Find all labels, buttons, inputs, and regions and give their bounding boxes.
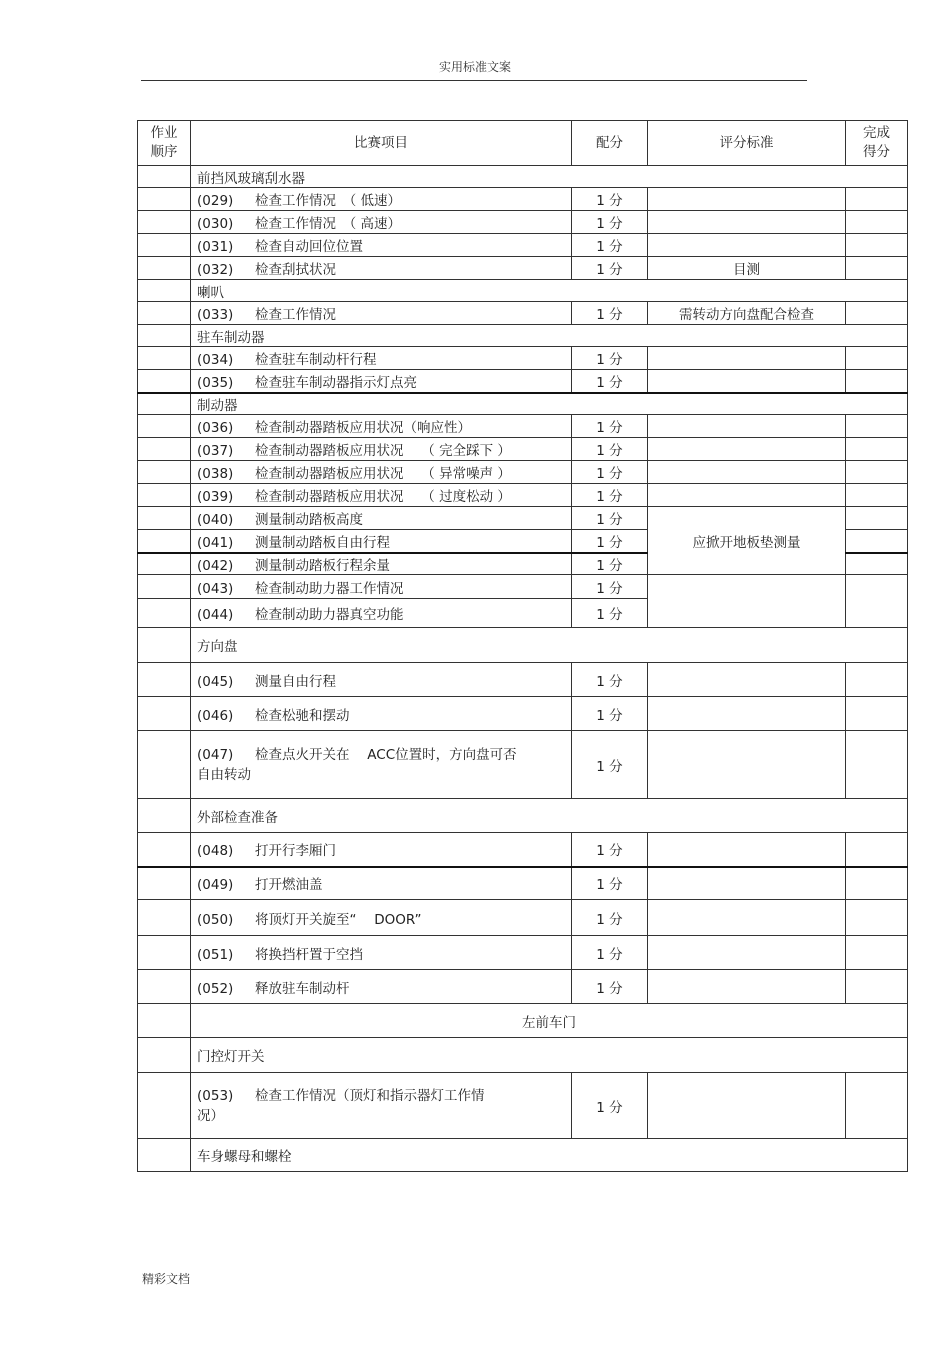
table-row bbox=[138, 302, 908, 325]
item-desc: 测量制动踏板行程余量 bbox=[255, 557, 390, 574]
result-cell bbox=[846, 484, 908, 507]
item-cell bbox=[191, 507, 572, 530]
table-row bbox=[138, 970, 908, 1004]
table-row bbox=[138, 507, 908, 530]
criteria-cell bbox=[648, 900, 846, 936]
criteria-cell: 需转动方向盘配合检查 bbox=[648, 302, 846, 325]
item-desc: 测量制动踏板自由行程 bbox=[255, 534, 390, 551]
item-code: (031) bbox=[197, 239, 234, 255]
item-cell bbox=[191, 415, 572, 438]
item-cell bbox=[191, 970, 572, 1004]
section-row bbox=[138, 393, 908, 415]
item-cell bbox=[191, 234, 572, 257]
section-title: 车身螺母和螺栓 bbox=[191, 1139, 908, 1172]
item-desc: 检查点火开关在 ACC位置时，方向盘可否 bbox=[255, 746, 517, 763]
item-desc: 检查驻车制动杆行程 bbox=[255, 352, 377, 368]
item-code: (035) bbox=[197, 374, 234, 391]
item-desc: 检查制动器踏板应用状况（响应性） bbox=[255, 420, 471, 436]
score-cell: 1 分 bbox=[572, 697, 648, 731]
section-title: 前挡风玻璃刮水器 bbox=[191, 166, 908, 188]
item-desc: 检查制动助力器工作情况 bbox=[255, 580, 404, 597]
page-header: 实用标准文案 bbox=[438, 60, 511, 74]
item-code: (052) bbox=[197, 980, 234, 997]
table-row bbox=[138, 484, 908, 507]
result-cell bbox=[846, 461, 908, 484]
criteria-cell bbox=[648, 697, 846, 731]
table-row bbox=[138, 211, 908, 234]
result-cell bbox=[846, 370, 908, 393]
item-cell bbox=[191, 188, 572, 211]
item-cell bbox=[191, 347, 572, 370]
item-desc: 检查自动回位位置 bbox=[255, 239, 363, 255]
score-cell: 1 分 bbox=[572, 936, 648, 970]
score-cell: 1 分 bbox=[572, 438, 648, 461]
item-code: (048) bbox=[197, 843, 234, 860]
item-desc: 测量制动踏板高度 bbox=[255, 512, 363, 528]
criteria-cell bbox=[648, 575, 846, 628]
result-cell bbox=[846, 438, 908, 461]
score-cell: 1 分 bbox=[572, 1073, 648, 1139]
criteria-cell bbox=[648, 438, 846, 461]
result-cell bbox=[846, 1073, 908, 1139]
score-cell: 1 分 bbox=[572, 461, 648, 484]
item-desc: 检查工作情况 （ 低速） bbox=[255, 193, 402, 209]
item-code: (032) bbox=[197, 262, 234, 278]
score-cell: 1 分 bbox=[572, 257, 648, 280]
criteria-cell bbox=[648, 188, 846, 211]
criteria-cell: 目测 bbox=[648, 257, 846, 280]
item-cell bbox=[191, 461, 572, 484]
result-cell bbox=[846, 257, 908, 280]
result-cell bbox=[846, 833, 908, 867]
score-cell: 1 分 bbox=[572, 575, 648, 599]
item-desc: 打开行李厢门 bbox=[255, 843, 336, 860]
item-cell bbox=[191, 663, 572, 697]
score-cell: 1 分 bbox=[572, 530, 648, 553]
item-code: (045) bbox=[197, 673, 234, 690]
table-row bbox=[138, 347, 908, 370]
table-row bbox=[138, 415, 908, 438]
item-desc: 释放驻车制动杆 bbox=[255, 980, 350, 997]
result-cell bbox=[846, 234, 908, 257]
item-desc-continued: 自由转动 bbox=[197, 766, 251, 783]
section-row bbox=[138, 280, 908, 302]
item-desc: 检查制动器踏板应用状况 （ 完全踩下 ） bbox=[255, 443, 511, 459]
item-cell bbox=[191, 599, 572, 628]
score-cell: 1 分 bbox=[572, 599, 648, 628]
item-cell bbox=[191, 438, 572, 461]
col-item: 比赛项目 bbox=[191, 121, 572, 166]
result-cell bbox=[846, 347, 908, 370]
table-row bbox=[138, 697, 908, 731]
item-code: (050) bbox=[197, 911, 234, 928]
item-cell bbox=[191, 211, 572, 234]
criteria-cell bbox=[648, 415, 846, 438]
item-code: (038) bbox=[197, 466, 234, 482]
item-cell bbox=[191, 833, 572, 867]
result-cell bbox=[846, 302, 908, 325]
score-cell: 1 分 bbox=[572, 553, 648, 575]
item-cell bbox=[191, 257, 572, 280]
item-code: (049) bbox=[197, 877, 234, 894]
criteria-cell bbox=[648, 731, 846, 799]
item-code: (051) bbox=[197, 946, 234, 963]
item-cell bbox=[191, 697, 572, 731]
item-desc: 检查制动器踏板应用状况 （ 过度松动 ） bbox=[255, 489, 511, 505]
item-cell bbox=[191, 302, 572, 325]
section-title-centered: 左前车门 bbox=[191, 1004, 908, 1038]
section-row bbox=[138, 1139, 908, 1172]
criteria-cell bbox=[648, 936, 846, 970]
score-cell: 1 分 bbox=[572, 415, 648, 438]
inspection-table bbox=[137, 120, 908, 1172]
col-result bbox=[846, 121, 908, 166]
item-desc: 将顶灯开关旋至“ DOOR” bbox=[255, 911, 422, 928]
result-cell bbox=[846, 553, 908, 575]
item-cell bbox=[191, 484, 572, 507]
table-row bbox=[138, 370, 908, 393]
table-row bbox=[138, 731, 908, 799]
page-footer: 精彩文档 bbox=[142, 1272, 191, 1286]
item-desc: 将换挡杆置于空挡 bbox=[255, 946, 363, 963]
item-cell bbox=[191, 900, 572, 936]
col-order bbox=[138, 121, 191, 166]
item-code: (034) bbox=[197, 352, 234, 368]
score-cell: 1 分 bbox=[572, 302, 648, 325]
item-desc: 检查制动助力器真空功能 bbox=[255, 607, 404, 623]
item-code: (036) bbox=[197, 420, 234, 436]
result-cell bbox=[846, 731, 908, 799]
item-desc: 检查制动器踏板应用状况 （ 异常噪声 ） bbox=[255, 466, 511, 482]
section-row bbox=[138, 1038, 908, 1073]
col-score: 配分 bbox=[572, 121, 648, 166]
table-row bbox=[138, 833, 908, 867]
table-row bbox=[138, 900, 908, 936]
table-row bbox=[138, 234, 908, 257]
item-desc-continued: 况） bbox=[197, 1107, 224, 1124]
score-cell: 1 分 bbox=[572, 833, 648, 867]
item-code: (041) bbox=[197, 534, 234, 551]
score-cell: 1 分 bbox=[572, 970, 648, 1004]
result-cell bbox=[846, 900, 908, 936]
criteria-cell bbox=[648, 211, 846, 234]
score-cell: 1 分 bbox=[572, 484, 648, 507]
section-title: 制动器 bbox=[191, 393, 908, 415]
item-cell bbox=[191, 1073, 572, 1139]
item-cell bbox=[191, 867, 572, 900]
item-cell bbox=[191, 553, 572, 575]
criteria-cell bbox=[648, 461, 846, 484]
section-title: 门控灯开关 bbox=[191, 1038, 908, 1073]
item-code: (037) bbox=[197, 443, 234, 459]
item-code: (053) bbox=[197, 1087, 234, 1104]
score-cell: 1 分 bbox=[572, 234, 648, 257]
score-cell: 1 分 bbox=[572, 731, 648, 799]
criteria-cell bbox=[648, 234, 846, 257]
table-row bbox=[138, 1073, 908, 1139]
criteria-cell bbox=[648, 970, 846, 1004]
item-cell bbox=[191, 731, 572, 799]
section-row bbox=[138, 628, 908, 663]
criteria-cell bbox=[648, 1073, 846, 1139]
score-cell: 1 分 bbox=[572, 188, 648, 211]
table-row bbox=[138, 188, 908, 211]
item-desc: 检查驻车制动器指示灯点亮 bbox=[255, 374, 417, 391]
section-row bbox=[138, 166, 908, 188]
criteria-cell bbox=[648, 347, 846, 370]
item-code: (047) bbox=[197, 746, 234, 763]
result-cell bbox=[846, 188, 908, 211]
criteria-cell bbox=[648, 370, 846, 393]
result-cell bbox=[846, 867, 908, 900]
criteria-cell bbox=[648, 867, 846, 900]
item-cell bbox=[191, 575, 572, 599]
item-code: (029) bbox=[197, 193, 234, 209]
item-code: (043) bbox=[197, 580, 234, 597]
criteria-cell bbox=[648, 663, 846, 697]
item-code: (040) bbox=[197, 512, 234, 528]
section-title: 外部检查准备 bbox=[191, 799, 908, 833]
col-result-line1: 完成 bbox=[863, 125, 890, 141]
item-cell bbox=[191, 530, 572, 553]
result-cell bbox=[846, 663, 908, 697]
item-desc: 检查工作情况 bbox=[255, 307, 336, 323]
table-row bbox=[138, 257, 908, 280]
score-cell: 1 分 bbox=[572, 507, 648, 530]
item-desc: 检查工作情况（顶灯和指示器灯工作情 bbox=[255, 1087, 485, 1104]
section-row bbox=[138, 1004, 908, 1038]
criteria-cell bbox=[648, 484, 846, 507]
item-code: (042) bbox=[197, 557, 234, 574]
score-cell: 1 分 bbox=[572, 867, 648, 900]
col-result-line2: 得分 bbox=[863, 144, 890, 160]
item-code: (044) bbox=[197, 607, 234, 623]
section-title: 喇叭 bbox=[191, 280, 908, 302]
item-desc: 测量自由行程 bbox=[255, 673, 336, 690]
table-header-row bbox=[138, 121, 908, 166]
header-rule bbox=[141, 80, 807, 81]
result-cell bbox=[846, 970, 908, 1004]
item-cell bbox=[191, 936, 572, 970]
criteria-cell bbox=[648, 833, 846, 867]
item-code: (046) bbox=[197, 707, 234, 724]
item-desc: 检查松驰和摆动 bbox=[255, 707, 350, 724]
item-code: (039) bbox=[197, 489, 234, 505]
score-cell: 1 分 bbox=[572, 663, 648, 697]
result-cell bbox=[846, 575, 908, 628]
section-row bbox=[138, 799, 908, 833]
section-row bbox=[138, 325, 908, 347]
item-desc: 打开燃油盖 bbox=[255, 877, 323, 894]
col-order-line1: 作业 bbox=[150, 125, 178, 141]
result-cell bbox=[846, 697, 908, 731]
result-cell bbox=[846, 936, 908, 970]
table-row bbox=[138, 663, 908, 697]
section-title: 驻车制动器 bbox=[191, 325, 908, 347]
score-cell: 1 分 bbox=[572, 347, 648, 370]
table-row bbox=[138, 575, 908, 599]
item-cell bbox=[191, 370, 572, 393]
result-cell bbox=[846, 530, 908, 553]
section-title: 方向盘 bbox=[191, 628, 908, 663]
col-order-line2: 顺序 bbox=[150, 144, 178, 160]
item-desc: 检查刮拭状况 bbox=[255, 262, 336, 278]
col-criteria: 评分标准 bbox=[648, 121, 846, 166]
score-cell: 1 分 bbox=[572, 900, 648, 936]
result-cell bbox=[846, 415, 908, 438]
result-cell bbox=[846, 211, 908, 234]
item-code: (030) bbox=[197, 216, 234, 232]
table-row bbox=[138, 461, 908, 484]
table-row bbox=[138, 438, 908, 461]
table-row bbox=[138, 936, 908, 970]
result-cell bbox=[846, 507, 908, 530]
table-row bbox=[138, 867, 908, 900]
item-code: (033) bbox=[197, 307, 234, 323]
score-cell: 1 分 bbox=[572, 211, 648, 234]
criteria-cell: 应掀开地板垫测量 bbox=[648, 507, 846, 575]
item-desc: 检查工作情况 （ 高速） bbox=[255, 216, 402, 232]
score-cell: 1 分 bbox=[572, 370, 648, 393]
